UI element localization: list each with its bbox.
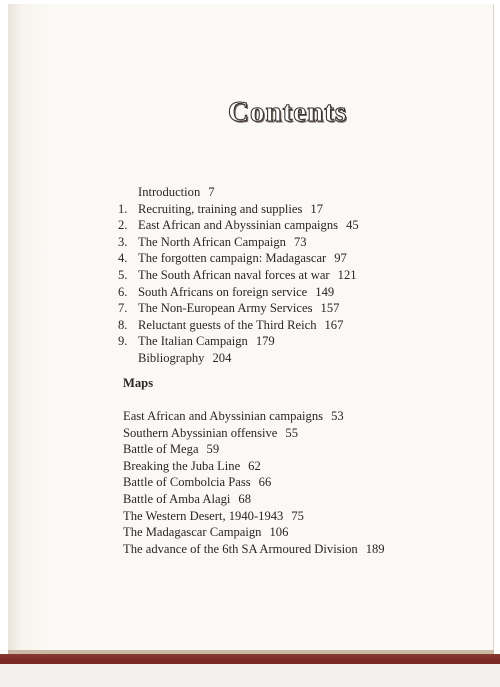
map-title: Southern Abyssinian offensive	[123, 425, 278, 440]
map-title: Battle of Combolcia Pass	[123, 475, 251, 490]
map-title: East African and Abyssinian campaigns	[123, 409, 324, 423]
contents-item-bibliography	[118, 350, 359, 367]
chapter-title: The Italian Campaign	[138, 334, 248, 349]
page-number: 55	[285, 425, 298, 440]
chapter-title: East African and Abyssinian campaigns	[138, 218, 339, 233]
contents-item-chapter-4	[118, 250, 359, 267]
chapter-title: Bibliography	[138, 350, 205, 365]
map-item	[123, 524, 385, 541]
map-title: Battle of Mega	[123, 442, 199, 457]
page-number: 157	[320, 301, 340, 316]
contents-item-chapter-5	[118, 267, 359, 284]
chapter-title: The South African naval forces at war	[138, 267, 330, 282]
chapter-title: The forgotten campaign: Madagascar	[138, 251, 327, 266]
page-number: 68	[238, 491, 251, 506]
contents-item-chapter-7	[118, 300, 359, 317]
page-number: 73	[293, 234, 307, 249]
chapter-number: 7.	[118, 301, 128, 316]
contents-item-chapter-2	[118, 217, 359, 234]
map-title: The Western Desert, 1940-1943	[123, 508, 284, 523]
map-item	[123, 491, 385, 508]
page-title: Contents	[228, 96, 348, 129]
chapter-number: 8.	[118, 317, 128, 332]
page-number: 97	[334, 251, 347, 266]
map-item	[123, 408, 385, 425]
chapter-number: 5.	[118, 267, 128, 282]
page-number: 66	[258, 475, 272, 490]
maps-list	[123, 408, 385, 557]
page-number: 179	[255, 334, 275, 349]
page-number: 121	[337, 267, 357, 282]
map-item	[123, 441, 385, 458]
background-surface	[0, 664, 500, 687]
map-item	[123, 425, 385, 442]
map-title: Breaking the Juba Line	[123, 458, 241, 473]
contents-list	[118, 184, 359, 367]
chapter-number: 3.	[118, 234, 128, 249]
page-number: 59	[206, 442, 220, 457]
map-title: The Madagascar Campaign	[123, 525, 262, 540]
chapter-number: 9.	[118, 334, 128, 349]
contents-item-chapter-3	[118, 234, 359, 251]
chapter-number: 2.	[118, 218, 128, 233]
contents-item-introduction	[118, 184, 359, 201]
page-number: 167	[324, 317, 344, 332]
chapter-title: The Non-European Army Services	[138, 301, 313, 316]
map-title: The advance of the 6th SA Armoured Division	[123, 541, 358, 556]
page-number: 149	[315, 284, 335, 299]
chapter-number: 4.	[118, 251, 128, 266]
page-number: 53	[331, 409, 344, 423]
map-item	[123, 458, 385, 475]
map-item	[123, 474, 385, 491]
map-item	[123, 541, 385, 558]
contents-item-chapter-1	[118, 201, 359, 218]
page-number: 204	[212, 350, 232, 365]
map-title: Battle of Amba Alagi	[123, 491, 231, 506]
chapter-title: The North African Campaign	[138, 234, 286, 249]
page-number: 189	[365, 541, 385, 556]
page-number: 62	[248, 458, 261, 473]
page-number: 106	[269, 525, 289, 540]
map-item	[123, 508, 385, 525]
page-number: 45	[346, 218, 359, 233]
contents-item-chapter-9	[118, 333, 359, 350]
chapter-number: 6.	[118, 284, 128, 299]
chapter-title: Reluctant guests of the Third Reich	[138, 317, 317, 332]
chapter-title: South Africans on foreign service	[138, 284, 308, 299]
page-number: 75	[291, 508, 304, 523]
chapter-number: 1.	[118, 201, 128, 216]
chapter-title: Introduction	[138, 185, 201, 199]
page-number: 7	[208, 185, 215, 199]
maps-heading: Maps	[123, 376, 154, 390]
contents-item-chapter-6	[118, 284, 359, 301]
chapter-title: Recruiting, training and supplies	[138, 201, 303, 216]
contents-item-chapter-8	[118, 317, 359, 334]
page-number: 17	[310, 201, 323, 216]
